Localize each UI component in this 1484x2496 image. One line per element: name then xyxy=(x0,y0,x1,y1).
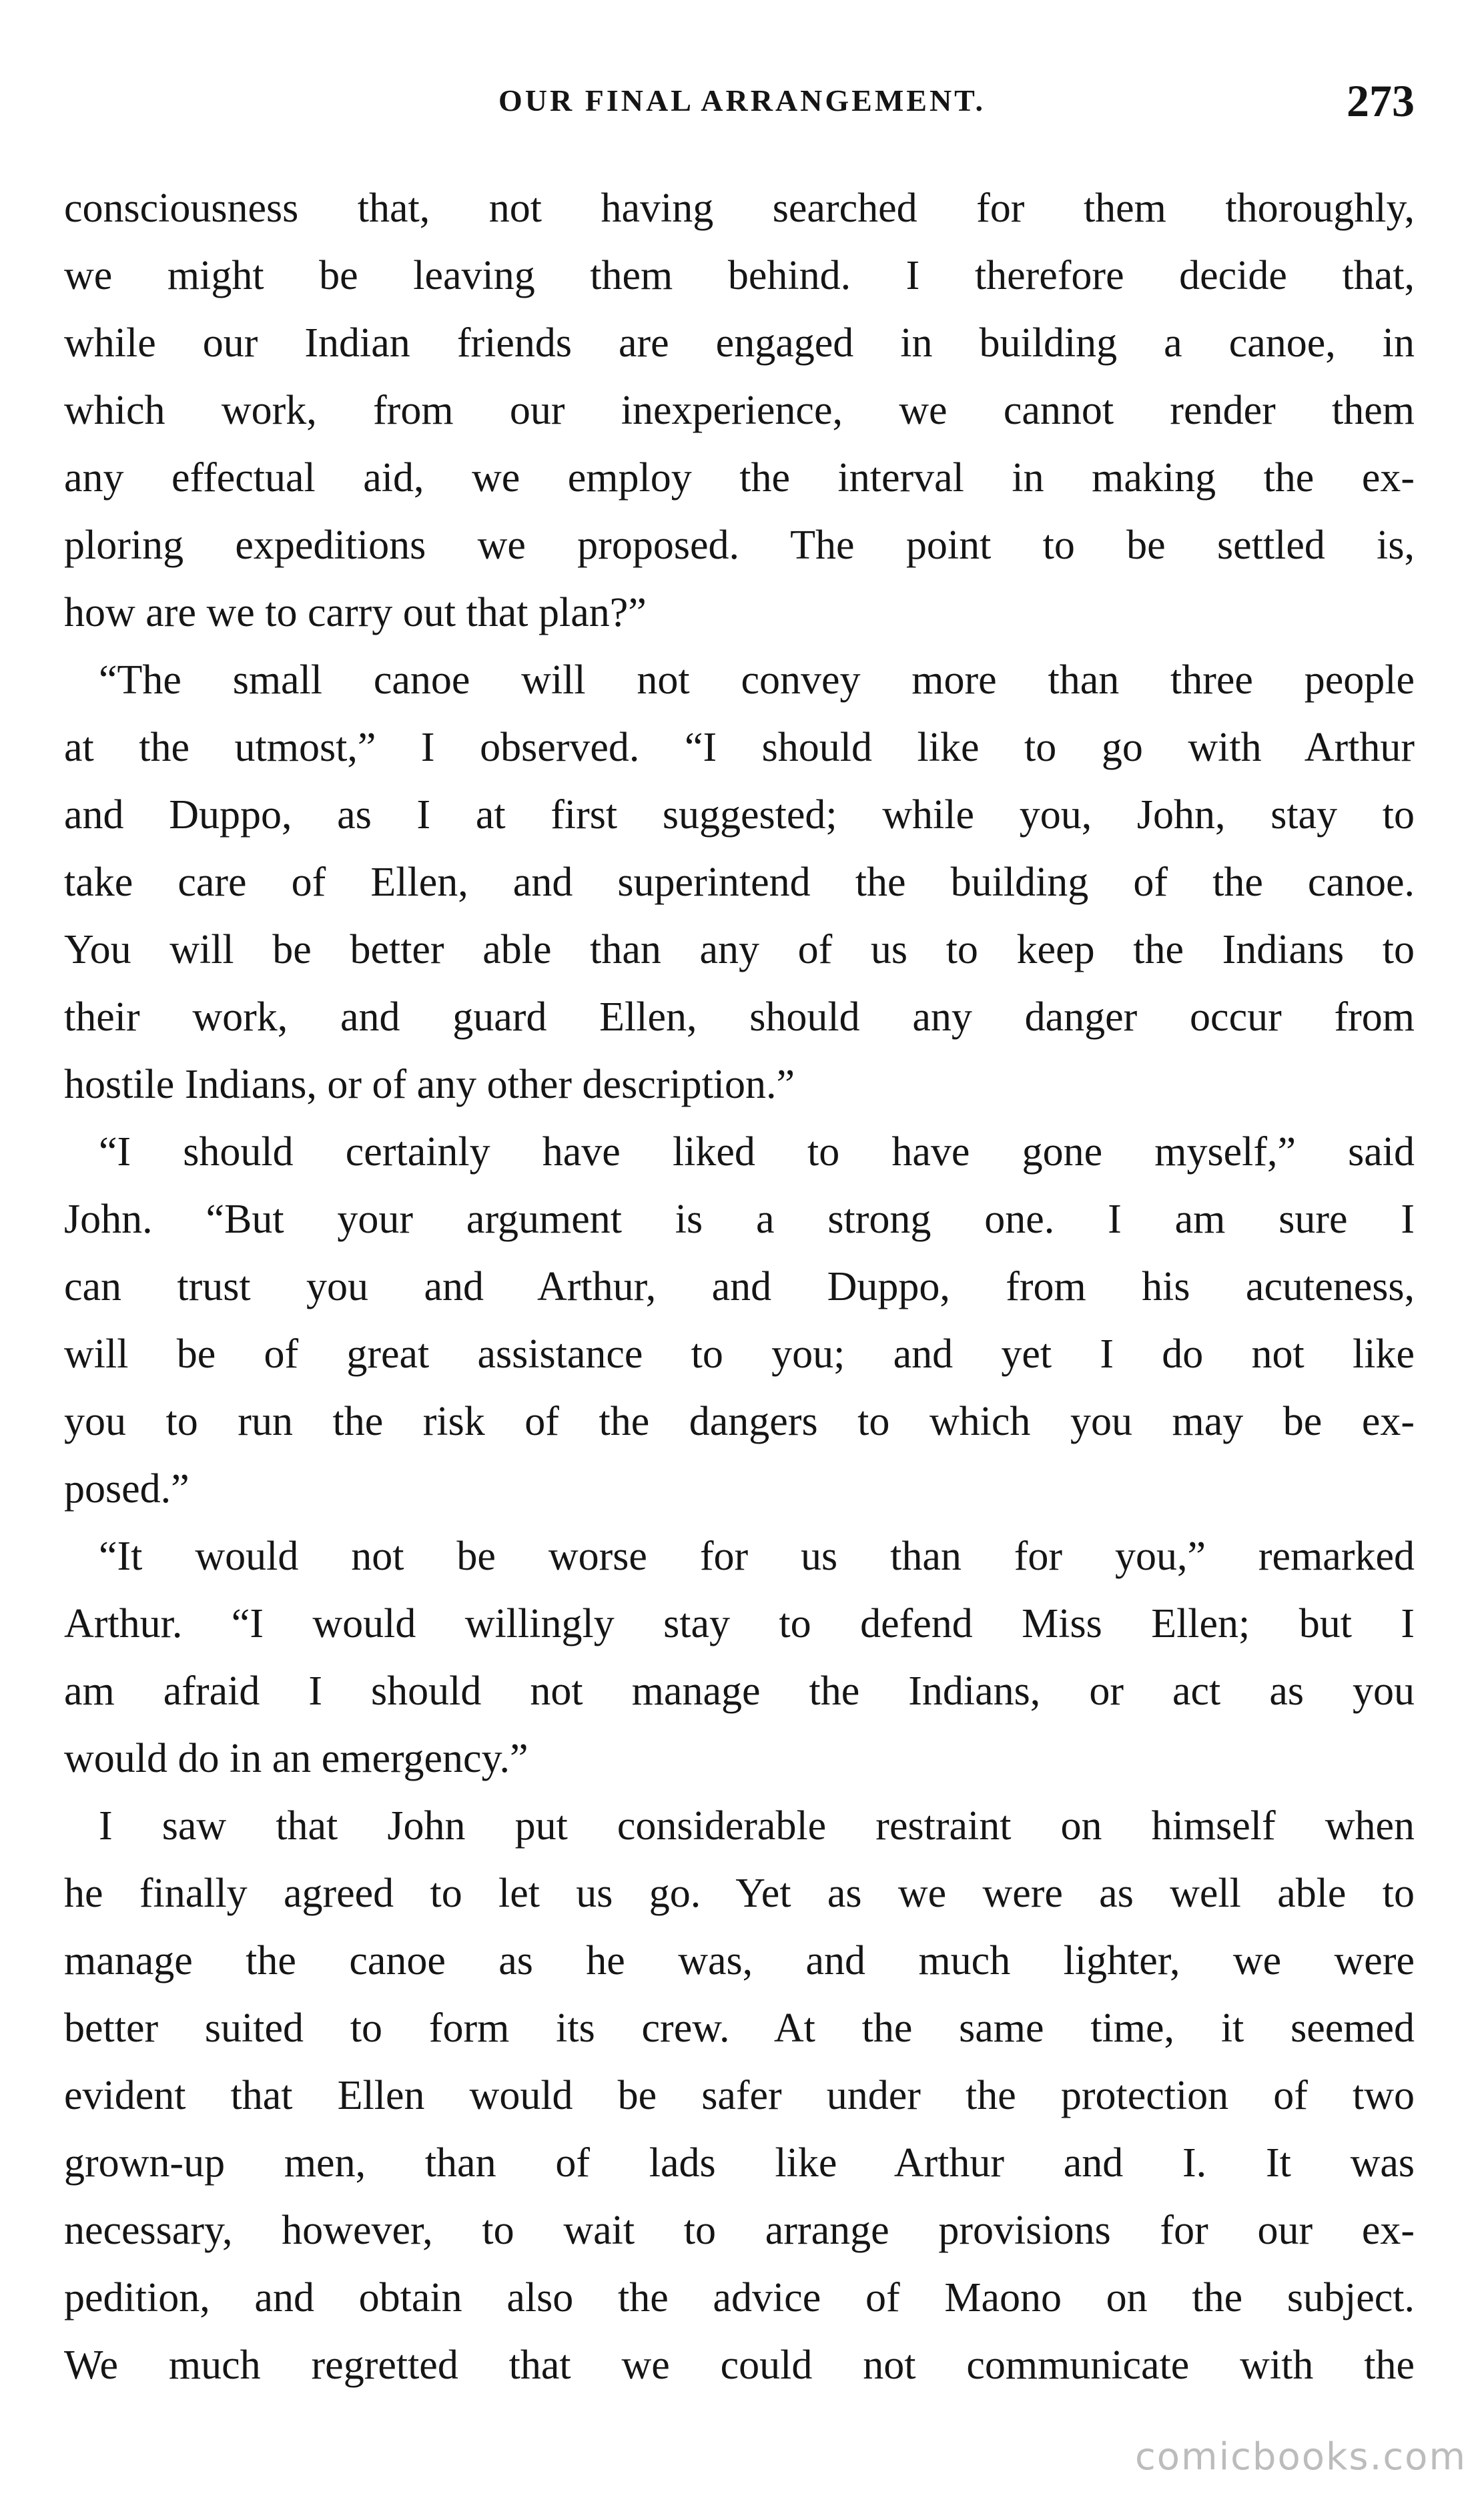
text-line: and Duppo, as I at first suggested; while you, John, stay to xyxy=(64,792,1415,838)
text-line: consciousness that, not having searched for them thoroughly, xyxy=(64,186,1415,231)
text-line: pedition, and obtain also the advice of Maono on the subject. xyxy=(64,2275,1415,2320)
text-line: “It would not be worse for us than for you,” remarked xyxy=(99,1534,1415,1579)
text-line: he finally agreed to let us go. Yet as we were as well able to xyxy=(64,1871,1415,1916)
text-line: grown-up men, than of lads like Arthur and I. It was xyxy=(64,2140,1415,2186)
text-line: any effectual aid, we employ the interval in making the ex- xyxy=(64,455,1415,501)
text-line: which work, from our inexperience, we cannot render them xyxy=(64,388,1415,433)
page-number: 273 xyxy=(1347,75,1415,126)
text-line: can trust you and Arthur, and Duppo, from his acuteness, xyxy=(64,1264,1415,1309)
text-line: We much regretted that we could not communicate with the xyxy=(64,2343,1415,2388)
text-line: posed.” xyxy=(64,1466,190,1512)
running-title: OUR FINAL ARRANGEMENT. xyxy=(498,83,986,117)
body-text xyxy=(64,175,1415,2399)
text-line: while our Indian friends are engaged in building a canoe, in xyxy=(64,320,1415,366)
text-line: better suited to form its crew. At the same time, it seemed xyxy=(64,2005,1415,2051)
text-line: necessary, however, to wait to arrange provisions for our ex- xyxy=(64,2208,1415,2253)
text-line: manage the canoe as he was, and much lighter, we were xyxy=(64,1938,1415,1983)
text-line: you to run the risk of the dangers to which you may be ex- xyxy=(64,1399,1415,1444)
text-line: hostile Indians, or of any other description.” xyxy=(64,1062,795,1107)
watermark: comicbooks.com xyxy=(1134,2435,1467,2479)
text-line: I saw that John put considerable restraint on himself when xyxy=(99,1803,1415,1849)
text-line: am afraid I should not manage the Indians, or act as you xyxy=(64,1668,1415,1714)
text-line: “The small canoe will not convey more than three people xyxy=(99,657,1415,703)
text-line: we might be leaving them behind. I therefore decide that, xyxy=(64,253,1415,298)
text-line: You will be better able than any of us to keep the Indians to xyxy=(64,927,1415,972)
text-line: evident that Ellen would be safer under the protection of two xyxy=(64,2073,1415,2118)
text-line: at the utmost,” I observed. “I should like to go with Arthur xyxy=(64,725,1415,770)
text-line: would do in an emergency.” xyxy=(64,1736,528,1781)
text-line: their work, and guard Ellen, should any danger occur from xyxy=(64,994,1415,1040)
text-line: Arthur. “I would willingly stay to defend Miss Ellen; but I xyxy=(64,1601,1415,1646)
text-line: ploring expeditions we proposed. The point to be settled is, xyxy=(64,523,1415,568)
text-line: “I should certainly have liked to have gone myself,” said xyxy=(99,1129,1415,1175)
text-line: John. “But your argument is a strong one. I am sure I xyxy=(64,1197,1415,1242)
text-line: how are we to carry out that plan?” xyxy=(64,590,647,635)
running-head xyxy=(0,75,1484,128)
text-line: take care of Ellen, and superintend the building of the canoe. xyxy=(64,860,1415,905)
text-line: will be of great assistance to you; and yet I do not like xyxy=(64,1331,1415,1377)
